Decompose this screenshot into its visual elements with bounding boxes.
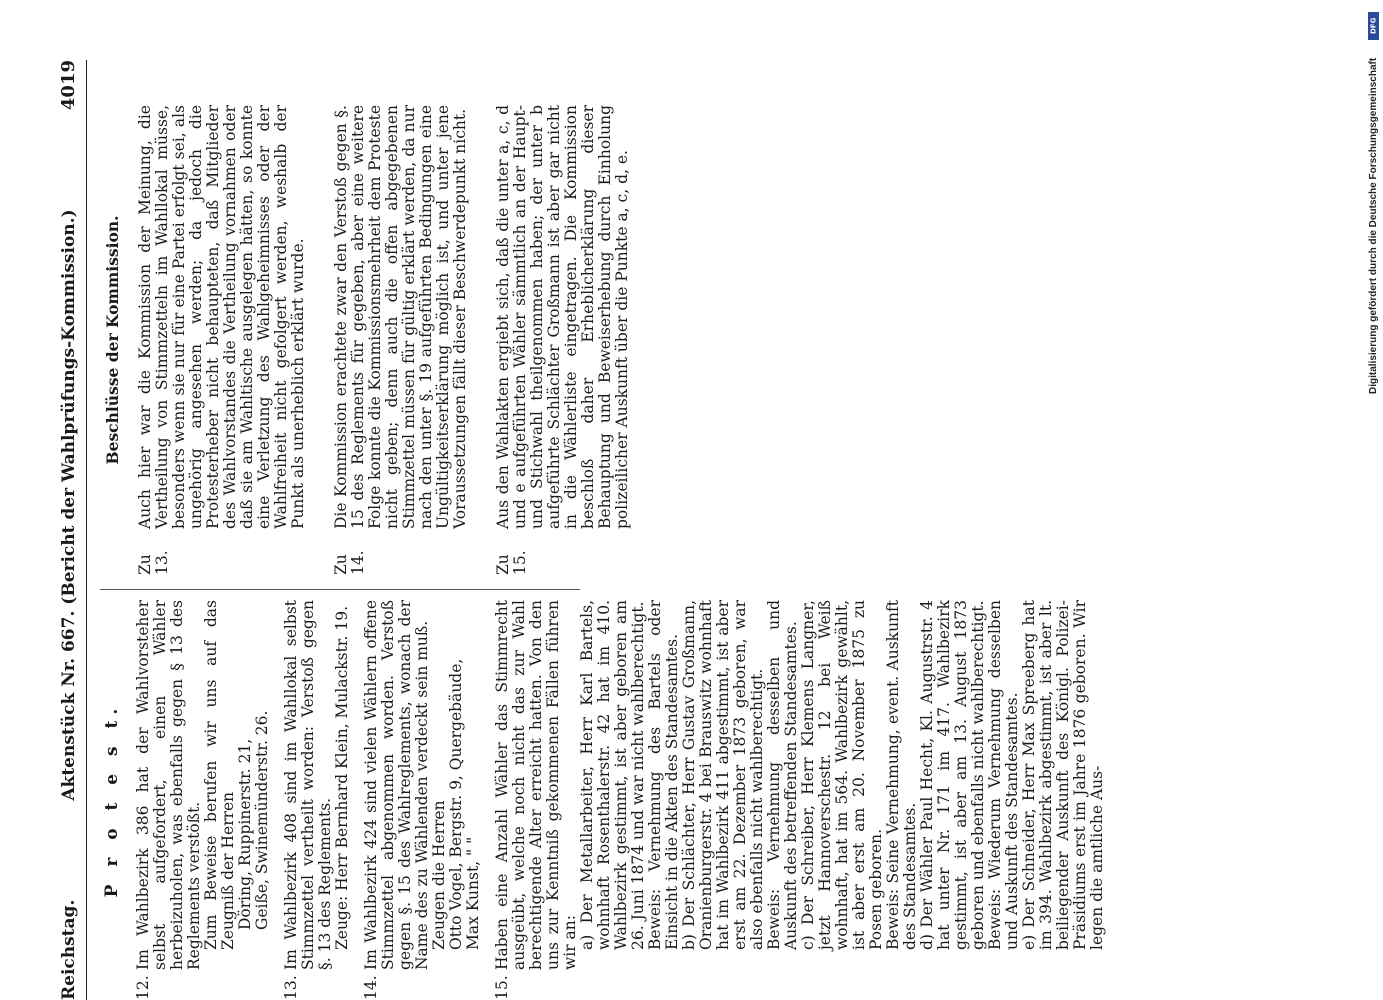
item-number: 14. bbox=[362, 975, 380, 1000]
column-divider bbox=[100, 589, 580, 590]
commission-column bbox=[100, 105, 657, 575]
protest-column bbox=[100, 600, 1280, 1000]
witness-name: Geiße, Swinemünderstr. 26. bbox=[253, 710, 271, 930]
decision-text: Auch hier war die Kommission der Meinung, die Vertheilung von Stimmzetteln im Wahllokal müsse, besonders wenn sie nur für eine Partei erfolgt sei, als ungehörig angesehen werden; da jedoch die Protesterheber nicht behaupteten, daß Mitglieder des Wahlvorstandes die Vertheilung vornahmen oder daß sie am Wahltische ausgelegen hätten, so konnte eine Verletzung des Wahlgeheimnisses oder der Wahlfreiheit nicht gefolgert werden, weshalb der Punkt als unerheblich erklärt wurde. bbox=[136, 105, 307, 529]
item-number: 15. bbox=[493, 975, 511, 1000]
case-e: e) Der Schneider, Herr Max Spreeberg hat im 394. Wahlbezirk abgestimmt, ist aber lt. beiliegender Auskunft des Königl. Polizei-Präsidiums erst im Jahre 1876 geboren. Wir legen die amtliche Aus- bbox=[1020, 600, 1106, 950]
evidence-line: Beweis: Vernehmung desselben und Auskunft des betreffenden Standesamtes. bbox=[765, 600, 800, 950]
evidence-line: Beweis: Vernehmung des Bartels oder Einsicht in die Akten des Standesamtes. bbox=[646, 600, 681, 950]
case-c: c) Der Schreiber, Herr Klemens Langner, jetzt Hannoverschestr. 12 bei Weiß wohnhaft, hat im 564. Wahlbezirk gewählt, ist aber erst am 20. November 1875 zu Posen geboren. bbox=[799, 600, 885, 950]
header-title: Aktenstück Nr. 667. (Bericht der Wahlprüfungs-Kommission.) bbox=[59, 209, 79, 801]
funding-notice: Digitalisierung gefördert durch die Deutsche Forschungsgemeinschaft bbox=[1368, 57, 1379, 394]
item-text: Zeugen die Herren bbox=[430, 800, 448, 950]
item-text: Haben eine Anzahl Wähler das Stimmrecht ausgeübt, welche noch nicht das zur Wahl berechtigende Alter erreicht hatten. Von den uns zur Kenntniß gekommenen Fällen führen wir an: bbox=[493, 600, 579, 970]
evidence-line: Beweis: Wiederum Vernehmung desselben und Auskunft des Standesamtes. bbox=[986, 600, 1021, 950]
item-text: Zum Beweise berufen wir uns auf das Zeugniß der Herren bbox=[202, 600, 237, 950]
decision-item-13 bbox=[137, 105, 307, 575]
decision-item-14 bbox=[333, 105, 469, 575]
commission-title: Beschlüsse der Kommission. bbox=[103, 215, 122, 465]
item-number: 13. bbox=[282, 975, 300, 1000]
item-number: 12. bbox=[134, 975, 152, 1000]
header-reichstag: Reichstag. bbox=[59, 899, 79, 1000]
decision-text: Die Kommission erachtete zwar den Verstoß gegen §. 15 des Reglements für gegeben, aber eine weitere Folge konnte die Kommissionsmehrheit dem Proteste nicht geben; denn auch die offen abgegebenen Stimmzettel müssen für gültig erklärt werden, da nur nach den unter §. 19 aufgeführten Bedingungen eine Ungültigkeitserklärung möglich ist, und unter jene Voraussetzungen fällt dieser Beschwerdepunkt nicht. bbox=[332, 105, 469, 529]
dfg-logo: DFG bbox=[1368, 12, 1379, 40]
decision-item-15 bbox=[495, 105, 631, 575]
protest-item-15 bbox=[494, 600, 1106, 1000]
item-text: Im Wahlbezirk 408 sind im Wahllokal selbst Stimmzettel vertheilt worden: Verstoß gegen §. 13 des Reglements. bbox=[282, 600, 334, 970]
protest-item-13 bbox=[283, 600, 351, 1000]
decision-text: Aus den Wahlakten ergiebt sich, daß die unter a, c, d und e aufgeführten Wähler sämmtlich an der Haupt- und Stichwahl theilgenommen haben; der unter b aufgeführte Schlächter Großmann ist aber gar nicht in die Wählerliste eingetragen. Die Kommission beschloß daher Erheblicherklärung dieser Behauptung und Beweiserhebung durch Einholung polizeilicher Auskunft über die Punkte a, c, d, e. bbox=[494, 105, 631, 529]
page-header bbox=[60, 60, 87, 1000]
witness-name: Döring, Ruppinerstr. 21, bbox=[236, 738, 254, 930]
protest-title: P r o t e s t. bbox=[102, 702, 122, 898]
case-a: a) Der Metallarbeiter, Herr Karl Bartels, wohnhaft Rosenthalerstr. 42 hat im 410. Wahlbezirk gestimmt, ist aber geboren am 26. Juni 1874 und war nicht wahlberechtigt. bbox=[578, 600, 647, 950]
page-number: 4019 bbox=[58, 60, 79, 111]
item-number: Zu 15. bbox=[494, 550, 529, 575]
item-text: Im Wahlbezirk 424 sind vielen Wählern offene Stimmzettel abgenommen worden. Verstoß gegen §. 15 des Wahlreglements, wonach der Name des zu Wählenden verdeckt sein muß. bbox=[362, 600, 431, 970]
witness-line: Zeuge: Herr Bernhard Klein, Mulackstr. 19. bbox=[333, 605, 351, 950]
rotated-document-page bbox=[60, 60, 1300, 1000]
evidence-line: Beweis: Seine Vernehmung, event. Auskunft des Standesamtes. bbox=[884, 600, 919, 950]
protest-item-12 bbox=[135, 600, 271, 1000]
case-d: d) Der Wähler Paul Hecht, Kl. Augustrstr. 4 hat unter Nr. 171 im 417. Wahlbezirk gestimmt, ist aber am 13. August 1873 geboren und ebenfalls nicht wahlberechtigt. bbox=[918, 600, 987, 950]
protest-item-14 bbox=[363, 600, 482, 1000]
item-text: Im Wahlbezirk 386 hat der Wahlvorsteher selbst aufgefordert, einen Wähler herbeizuholen, was ebenfalls gegen § 13 des Reglements verstößt. bbox=[134, 600, 203, 970]
case-b: b) Der Schlächter, Herr Gustav Großmann, Oranienburgerstr. 4 bei Brauswitz wohnhaft hat im Wahlbezirk 411 abgestimmt, ist aber erst am 22. Dezember 1873 geboren, war also ebenfalls nicht wahlberechtigt. bbox=[680, 600, 766, 950]
item-number: Zu 13. bbox=[136, 550, 171, 575]
witness-name: Max Kunst, " " bbox=[464, 836, 482, 950]
witness-name: Otto Vogel, Bergstr. 9, Quergebäude, bbox=[447, 658, 465, 950]
item-number: Zu 14. bbox=[332, 550, 367, 575]
